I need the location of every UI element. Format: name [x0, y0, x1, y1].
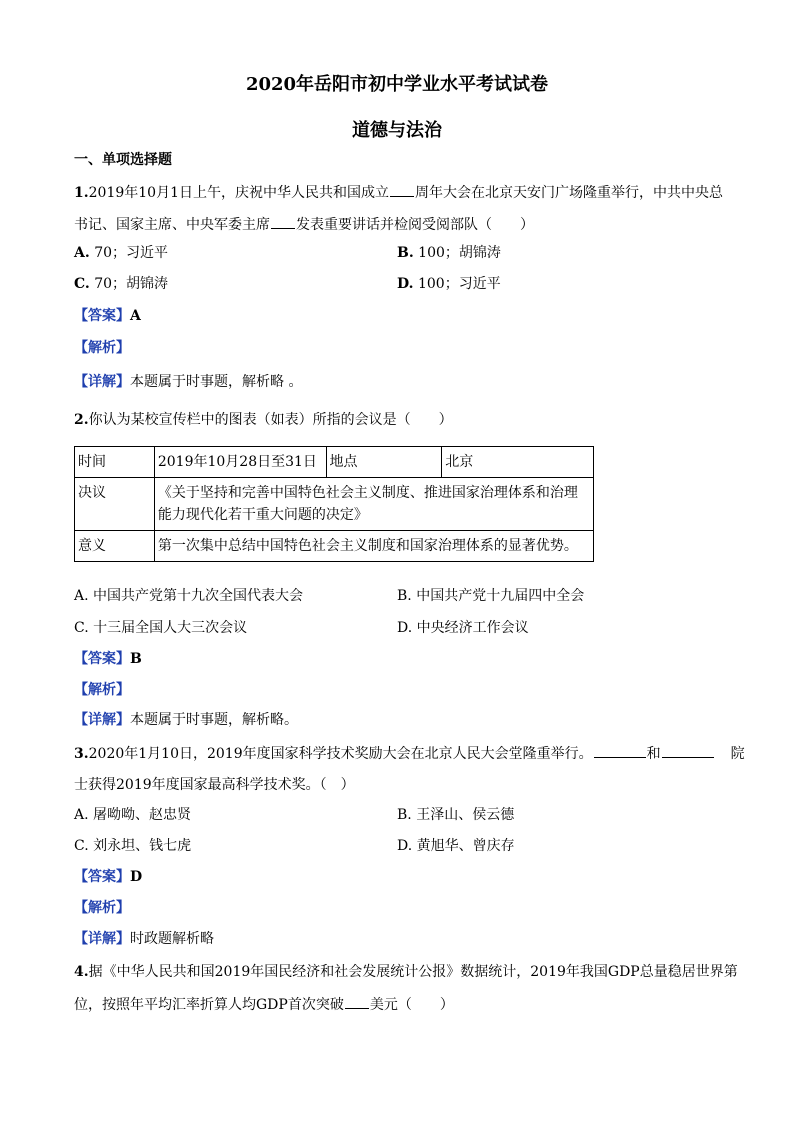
q2-option-a: A. 中国共产党第十九次全国代表大会: [74, 588, 304, 604]
q4-number: 4.: [74, 964, 89, 980]
q2-option-d: D. 中央经济工作会议: [397, 620, 529, 636]
q1-text-d: 发表重要讲话并检阅受阅部队（ ）: [296, 217, 534, 233]
q1-text-b: 周年大会在北京天安门广场隆重举行，中共中央总: [414, 185, 723, 201]
q4-line1: 4.据《中华人民共和国2019年国民经济和社会发展统计公报》数据统计，2019年我国GDP总量稳居世界第: [74, 964, 738, 980]
q3-number: 3.: [74, 746, 89, 762]
q1-option-b: B. 100；胡锦涛: [397, 245, 501, 261]
section-heading: 一、单项选择题: [74, 152, 172, 168]
table-row: [75, 447, 594, 478]
q1-option-d: D. 100；习近平: [397, 276, 501, 292]
time-label-cell: 时间: [75, 447, 155, 478]
q2-option-b: B. 中国共产党十九届四中全会: [397, 588, 585, 604]
place-label-cell: 地点: [326, 447, 442, 478]
resolution-label-cell: 决议: [75, 478, 155, 531]
q3-blank-1: [594, 743, 646, 758]
q1-answer: 【答案】A: [74, 308, 141, 324]
q1-analysis: 【解析】: [74, 340, 130, 356]
q1-line2: [74, 214, 534, 235]
q3-option-c: C. 刘永坦、钱七虎: [74, 838, 192, 854]
q3-line1: 3.2020年1月10日，2019年度国家科学技术奖励大会在北京人民大会堂隆重举行。 和 院: [74, 743, 745, 764]
q1-line1: [74, 182, 723, 203]
meaning-label-cell: 意义: [75, 531, 155, 562]
q1-number: 1.: [74, 185, 89, 201]
table-row: [75, 531, 594, 562]
q2-info-table: [74, 446, 594, 562]
q2-answer: 【答案】B: [74, 651, 142, 667]
table-row: [75, 478, 594, 531]
q2-stem: 2.你认为某校宣传栏中的图表（如表）所指的会议是（ ）: [74, 412, 453, 428]
q1-text-c: 书记、国家主席、中央军委主席: [74, 217, 270, 233]
q1-option-a: A. 70；习近平: [74, 245, 169, 261]
q3-blank-2: [662, 743, 714, 758]
q2-option-c: C. 十三届全国人大三次会议: [74, 620, 248, 636]
q3-line2: 士获得2019年度国家最高科学技术奖。（ ）: [74, 777, 355, 793]
q1-option-c: C. 70；胡锦涛: [74, 276, 169, 292]
q3-analysis: 【解析】: [74, 900, 130, 916]
q3-answer: 【答案】D: [74, 869, 143, 885]
exam-subtitle: 道德与法治: [352, 120, 442, 141]
q1-blank-1: [390, 182, 414, 197]
place-value-cell: 北京: [442, 447, 594, 478]
q2-number: 2.: [74, 412, 89, 428]
q3-detail: 【详解】时政题解析略: [74, 931, 214, 947]
q3-option-b: B. 王泽山、侯云德: [397, 807, 515, 823]
q4-line2: 位，按照年平均汇率折算人均GDP首次突破 美元（ ）: [74, 994, 454, 1015]
exam-title: 2020年岳阳市初中学业水平考试试卷: [245, 74, 549, 95]
q2-detail: 【详解】本题属于时事题，解析略。: [74, 712, 298, 728]
q1-detail: 【详解】本题属于时事题，解析略 。: [74, 374, 303, 390]
q1-blank-2: [271, 214, 295, 229]
q1-text-a: 2019年10月1日上午，庆祝中华人民共和国成立: [88, 185, 389, 201]
q4-blank: [345, 994, 369, 1009]
q2-analysis: 【解析】: [74, 682, 130, 698]
q3-option-d: D. 黄旭华、曾庆存: [397, 838, 515, 854]
time-value-cell: 2019年10月28日至31日: [154, 447, 326, 478]
q3-option-a: A. 屠呦呦、赵忠贤: [74, 807, 192, 823]
meaning-value-cell: 第一次集中总结中国特色社会主义制度和国家治理体系的显著优势。: [154, 531, 593, 562]
resolution-value-cell: 《关于坚持和完善中国特色社会主义制度、推进国家治理体系和治理能力现代化若干重大问题的决定》: [154, 478, 593, 531]
